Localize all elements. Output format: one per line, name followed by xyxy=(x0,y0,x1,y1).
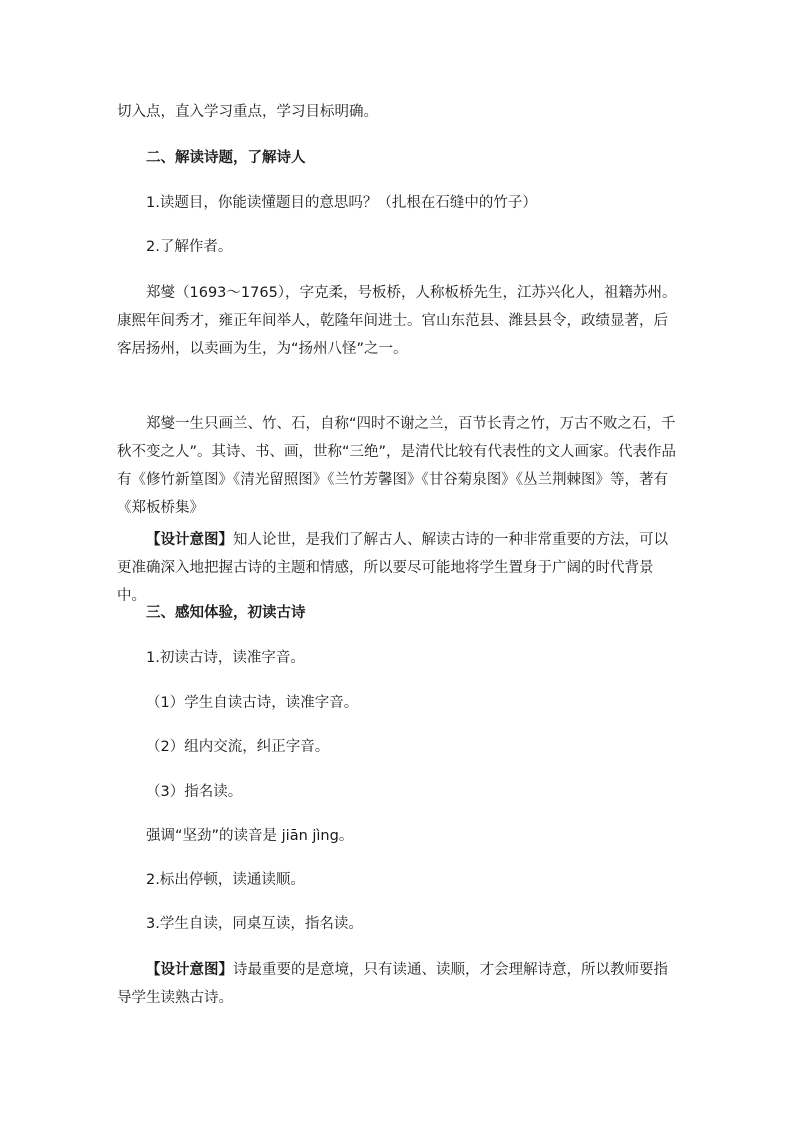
paragraph-intro-end: 切入点，直入学习重点，学习目标明确。 xyxy=(117,104,378,120)
paragraph-first-read: 1.初读古诗，读准字音。 xyxy=(146,650,305,666)
paragraph-pronunciation: 强调“坚劲”的读音是 jiān jìng。 xyxy=(146,828,354,844)
design-intent-text: 知人论世，是我们了解古人、解读古诗的一种非常重要的方法，可以更准确深入地把握古诗的主题和情感，所以要尽可能地将学生置身于广阔的时代背景中。 xyxy=(117,532,668,604)
design-intent-2 xyxy=(117,956,679,1012)
paragraph-author-works: 郑燮一生只画兰、竹、石，自称“四时不谢之兰，百节长青之竹，万古不败之石，千秋不变之人”。其诗、书、画，世称“三绝”，是清代比较有代表性的文人画家。代表作品有《修竹新篁图》《清光留照图》《兰竹芳馨图》《甘谷菊泉图》《丛兰荆棘图》等，著有《郑板桥集》 xyxy=(117,416,677,516)
design-intent-tag: 【设计意图】 xyxy=(146,962,233,978)
section-heading-3: 三、感知体验，初读古诗 xyxy=(146,605,306,621)
paragraph-step-3: （3）指名读。 xyxy=(146,784,243,800)
paragraph-pauses: 2.标出停顿，读通读顺。 xyxy=(146,872,305,888)
paragraph-read-title: 1.读题目，你能读懂题目的意思吗？（扎根在石缝中的竹子） xyxy=(146,195,537,211)
paragraph-know-author: 2.了解作者。 xyxy=(146,239,233,255)
design-intent-tag: 【设计意图】 xyxy=(146,532,233,548)
design-intent-text: 诗最重要的是意境，只有读通、读顺，才会理解诗意，所以教师要指导学生读熟古诗。 xyxy=(117,962,668,1006)
design-intent-1 xyxy=(117,526,679,610)
paragraph-read-together: 3.学生自读，同桌互读，指名读。 xyxy=(146,916,363,932)
paragraph-step-2: （2）组内交流，纠正字音。 xyxy=(146,739,330,755)
paragraph-author-bio: 郑燮（1693～1765），字克柔，号板桥，人称板桥先生，江苏兴化人，祖籍苏州。康熙年间秀才，雍正年间举人，乾隆年间进士。官山东范县、潍县县令，政绩显著，后客居扬州，以卖画为生，为“扬州八怪”之一。 xyxy=(117,285,677,357)
paragraph-step-1: （1）学生自读古诗，读准字音。 xyxy=(146,695,359,711)
section-heading-2: 二、解读诗题，了解诗人 xyxy=(146,150,306,166)
